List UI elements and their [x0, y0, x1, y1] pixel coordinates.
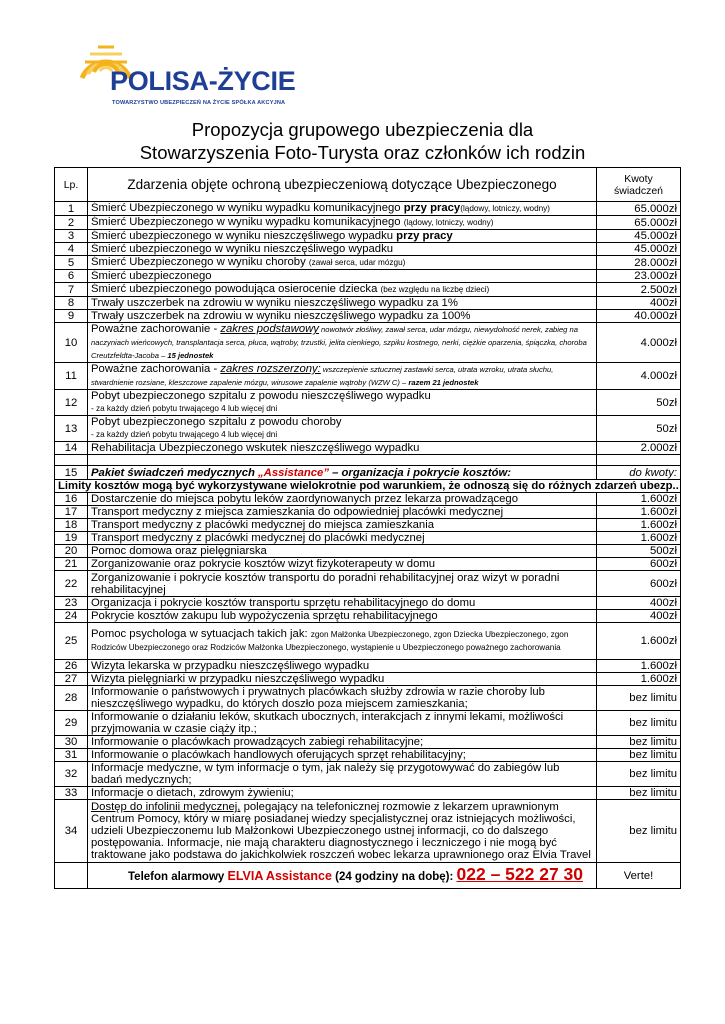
row-detail: wszczepienie sztucznej zastawki serca, utrata wzroku, utrata słuchu, stwardnienie rozsiane, kleszczowe zapalenie mózgu, wirusowe zapalenie wątroby (WZW C) –	[91, 365, 554, 387]
row-description	[88, 283, 597, 297]
row-text: Transport medyczny z placówki medycznej do placówki medycznej	[91, 532, 425, 544]
row-amount: 50zł	[597, 390, 681, 416]
row-subtext: - za każdy dzień pobytu trwającego 4 lub więcej dni	[91, 430, 278, 439]
row-number: 4	[55, 243, 88, 256]
row-text: Śmierć Ubezpieczonego w wyniku wypadku komunikacyjnego	[91, 216, 404, 228]
underlined-text: Dostęp do infolinii medycznej,	[91, 801, 241, 813]
row-description	[88, 610, 597, 623]
row-detail: (zawał serca, udar mózgu)	[308, 258, 406, 267]
company-logo	[78, 44, 318, 114]
row-text: Informowanie o działaniu leków, skutkach ubocznych, interakcjach z innymi lekami, możliwości przyjmowania w czasie ciąży itp.;	[91, 711, 564, 735]
alarm-number: 022 – 522 27 30	[456, 864, 584, 884]
row-description	[88, 623, 597, 660]
table-row	[55, 749, 681, 762]
table-row	[55, 442, 681, 455]
row-subtext: - za każdy dzień pobytu trwającego 4 lub więcej dni	[91, 404, 278, 413]
row-description	[88, 571, 597, 597]
table-row	[55, 673, 681, 686]
row-description	[88, 660, 597, 673]
assistance-row	[55, 466, 681, 480]
row-amount: 1.600zł	[597, 519, 681, 532]
row-text: Śmierć ubezpieczonego	[91, 270, 212, 282]
table-row	[55, 623, 681, 660]
row-description	[88, 545, 597, 558]
row-text: Zorganizowanie oraz pokrycie kosztów wizyt fizykoterapeuty w domu	[91, 558, 436, 570]
table-row	[55, 493, 681, 506]
row-description	[88, 270, 597, 283]
row-amount: 400zł	[597, 297, 681, 310]
row-text: Poważne zachorowanie -	[91, 323, 221, 335]
row-text: Śmierć ubezpieczonego w wyniku nieszczęśliwego wypadku	[91, 243, 394, 255]
table-row	[55, 660, 681, 673]
row-text: Poważne zachorowania -	[91, 363, 221, 375]
row-amount: 23.000zł	[597, 270, 681, 283]
row-text: Rehabilitacja Ubezpieczonego wskutek nieszczęśliwego wypadku	[91, 442, 420, 454]
row-number: 28	[55, 686, 88, 711]
row-number: 6	[55, 270, 88, 283]
table-row	[55, 506, 681, 519]
row-text: Dostarczenie do miejsca pobytu leków zaordynowanych przez lekarza prowadzącego	[91, 493, 518, 505]
table-row	[55, 202, 681, 216]
row-description	[88, 673, 597, 686]
row-text: Pokrycie kosztów zakupu lub wypożyczenia sprzętu rehabilitacyjnego	[91, 610, 438, 622]
table-row	[55, 216, 681, 230]
row-detail: (lądowy, lotniczy, wodny)	[460, 204, 551, 213]
row-description	[88, 787, 597, 800]
limits-note: Limity kosztów mogą być wykorzystywane wielokrotnie pod warunkiem, że odnoszą się do różnych zdarzeń ubezp..	[55, 480, 681, 493]
row-text: Pobyt ubezpieczonego szpitalu z powodu choroby	[91, 416, 342, 428]
row-number: 13	[55, 416, 88, 442]
row-description	[88, 216, 597, 230]
row-description	[88, 506, 597, 519]
table-row	[55, 363, 681, 390]
row-amount: 45.000zł	[597, 230, 681, 243]
row-amount: 1.600zł	[597, 660, 681, 673]
row-text: Śmierć Ubezpieczonego w wyniku wypadku komunikacyjnego	[91, 202, 404, 214]
alarm-row	[55, 863, 681, 889]
row-text: Transport medyczny z miejsca zamieszkania do odpowiedniej placówki medycznej	[91, 506, 504, 518]
row-amount: 65.000zł	[597, 202, 681, 216]
table-row	[55, 545, 681, 558]
row-text: Pobyt ubezpieczonego szpitalu z powodu nieszczęśliwego wypadku	[91, 390, 431, 402]
table-row	[55, 230, 681, 243]
row-text: Śmierć ubezpieczonego w wyniku nieszczęśliwego wypadku	[91, 230, 397, 242]
row-scope: zakres podstawowy	[220, 323, 319, 335]
row-amount: 600zł	[597, 558, 681, 571]
row-number: 19	[55, 532, 88, 545]
row-number: 15	[55, 466, 88, 480]
row-number: 34	[55, 800, 88, 863]
row-amount: 4.000zł	[597, 363, 681, 390]
row-number: 26	[55, 660, 88, 673]
table-row	[55, 736, 681, 749]
row-amount: bez limitu	[597, 787, 681, 800]
row-text: Informowanie o placówkach prowadzących zabiegi rehabilitacyjne;	[91, 736, 424, 748]
alarm-provider: ELVIA Assistance	[227, 869, 332, 883]
row-description	[88, 532, 597, 545]
row-amount: 600zł	[597, 571, 681, 597]
table-row	[55, 283, 681, 297]
row-number: 25	[55, 623, 88, 660]
header-amount: Kwoty świadczeń	[597, 168, 681, 202]
row-detail-bold: razem 21 jednostek	[408, 378, 479, 387]
row-amount: 2.500zł	[597, 283, 681, 297]
row-bold-text: przy pracy	[396, 230, 453, 242]
row-text: Śmierć Ubezpieczonego w wyniku choroby	[91, 256, 309, 268]
row-amount: 2.000zł	[597, 442, 681, 455]
row-amount: 1.600zł	[597, 506, 681, 519]
table-row	[55, 519, 681, 532]
row-amount: 1.600zł	[597, 532, 681, 545]
row-detail-bold: 15 jednostek	[167, 351, 214, 360]
row-amount: bez limitu	[597, 686, 681, 711]
table-row	[55, 787, 681, 800]
row-description	[88, 736, 597, 749]
row-amount: 1.600zł	[597, 623, 681, 660]
row-description	[88, 519, 597, 532]
row-amount: 400zł	[597, 610, 681, 623]
row-text: Wizyta lekarska w przypadku nieszczęśliwego wypadku	[91, 660, 370, 672]
row-amount: 4.000zł	[597, 323, 681, 363]
row-text: Informacje o dietach, zdrowym żywieniu;	[91, 787, 294, 799]
row-description	[88, 749, 597, 762]
spacer-row	[55, 455, 681, 466]
verte-link[interactable]: Verte!	[597, 863, 681, 889]
row-text: Informowanie o państwowych i prywatnych placówkach służby zdrowia w razie choroby lub nieszczęśliwego wypadku, do których doszło poza miejscem zamieszkania;	[91, 686, 545, 710]
table-row	[55, 297, 681, 310]
row-detail: nowotwór złośliwy, zawał serca, udar mózgu, niewydolność nerek, zabieg na naczyniach wieńcowych, transplantacja serca, płuca, wątroby, trzustki, jelita cienkiego, szpiku kostnego, nerki, ciężkie oparzenia, śpiączka, choroba Creutzfeldta-Jacoba –	[91, 325, 587, 360]
row-number: 30	[55, 736, 88, 749]
document-title	[0, 118, 725, 164]
assistance-amount: do kwoty:	[597, 466, 681, 480]
row-number: 11	[55, 363, 88, 390]
limits-note-row	[55, 480, 681, 493]
benefits-table	[54, 167, 681, 889]
row-description	[88, 256, 597, 270]
row-number: 24	[55, 610, 88, 623]
row-detail: zgon Małżonka Ubezpieczonego, zgon Dziecka Ubezpieczonego, zgon Rodziców Ubezpieczonego oraz Rodziców Małżonka Ubezpieczonego, wystąpienie u Ubezpieczonego poważnego zachorowania	[91, 630, 569, 652]
row-text: Pomoc domowa oraz pielęgniarska	[91, 545, 267, 557]
row-amount: bez limitu	[597, 736, 681, 749]
table-row	[55, 310, 681, 323]
row-text: Trwały uszczerbek na zdrowiu w wyniku nieszczęśliwego wypadku za 100%	[91, 310, 471, 322]
table-row	[55, 416, 681, 442]
row-amount: 45.000zł	[597, 243, 681, 256]
table-row	[55, 762, 681, 787]
row-number: 18	[55, 519, 88, 532]
table-row	[55, 390, 681, 416]
logo-name: POLISA-ŻYCIE	[110, 66, 296, 96]
row-text: polegający na telefonicznej rozmowie z lekarzem uprawnionym Centrum Pomocy, który w miarę posiadanej wiedzy specjalistycznej oraz istniejących możliwości, udzieli Ubezpieczonemu lub Małżonkowi Ubezpieczonego ustnej informacji, co do dalszego postępowania. Informacje, nie mają charakteru diagnostycznego i leczniczego i nie mogą być traktowane jako podstawa do jakichkolwiek roszczeń wobec lekarza uprawnionego oraz Elvia Travel	[91, 801, 591, 861]
row-number: 10	[55, 323, 88, 363]
table-row	[55, 686, 681, 711]
row-amount: 1.600zł	[597, 493, 681, 506]
assistance-name: „Assistance”	[258, 466, 329, 479]
row-scope: zakres rozszerzony:	[220, 363, 321, 375]
row-text: Śmierć ubezpieczonego powodująca osierocenie dziecka	[91, 283, 381, 295]
logo-subtitle: TOWARZYSTWO UBEZPIECZEŃ NA ŻYCIE SPÓŁKA AKCYJNA	[112, 100, 286, 106]
row-number: 17	[55, 506, 88, 519]
table-row	[55, 597, 681, 610]
row-number: 27	[55, 673, 88, 686]
row-text: Organizacja i pokrycie kosztów transportu sprzętu rehabilitacyjnego do domu	[91, 597, 476, 609]
title-line-2: Stowarzyszenia Foto-Turysta oraz członków ich rodzin	[139, 142, 586, 163]
row-text: Pomoc psychologa w sytuacjach takich jak:	[91, 628, 311, 640]
row-description	[88, 493, 597, 506]
table-row	[55, 571, 681, 597]
row-amount: 40.000zł	[597, 310, 681, 323]
row-detail: (bez względu na liczbę dzieci)	[380, 285, 490, 294]
row-description	[88, 686, 597, 711]
row-number: 31	[55, 749, 88, 762]
row-number: 33	[55, 787, 88, 800]
header-lp: Lp.	[55, 168, 88, 202]
assistance-title	[88, 466, 597, 480]
row-number: 9	[55, 310, 88, 323]
row-detail: (lądowy, lotniczy, wodny)	[403, 218, 494, 227]
row-description	[88, 323, 597, 363]
table-row	[55, 243, 681, 256]
table-row	[55, 558, 681, 571]
header-event: Zdarzenia objęte ochroną ubezpieczeniową dotyczące Ubezpieczonego	[88, 168, 597, 202]
row-amount: 500zł	[597, 545, 681, 558]
row-description	[88, 202, 597, 216]
row-amount: 1.600zł	[597, 673, 681, 686]
row-description	[88, 762, 597, 787]
row-number: 16	[55, 493, 88, 506]
table-row	[55, 532, 681, 545]
row-description	[88, 416, 597, 442]
table-header	[55, 168, 681, 202]
row-amount: 400zł	[597, 597, 681, 610]
row-number: 22	[55, 571, 88, 597]
table-row	[55, 800, 681, 863]
row-number: 8	[55, 297, 88, 310]
row-amount: bez limitu	[597, 762, 681, 787]
table-row	[55, 256, 681, 270]
row-description	[88, 297, 597, 310]
row-description	[88, 711, 597, 736]
table-row	[55, 270, 681, 283]
row-amount: bez limitu	[597, 711, 681, 736]
row-bold-text: przy pracy	[403, 202, 461, 214]
row-text: Transport medyczny z placówki medycznej do miejsca zamieszkania	[91, 519, 435, 531]
row-description	[88, 800, 597, 863]
row-description	[88, 243, 597, 256]
alarm-phone	[88, 863, 597, 889]
alarm-hours: (24 godziny na dobę):	[331, 871, 457, 883]
row-amount: 28.000zł	[597, 256, 681, 270]
row-description	[88, 363, 597, 390]
row-number: 1	[55, 202, 88, 216]
row-text: Wizyta pielęgniarki w przypadku nieszczęśliwego wypadku	[91, 673, 385, 685]
row-number: 20	[55, 545, 88, 558]
row-amount: bez limitu	[597, 800, 681, 863]
alarm-label: Telefon alarmowy	[128, 871, 228, 883]
row-amount: 50zł	[597, 416, 681, 442]
row-text: Informowanie o placówkach handlowych oferujących sprzęt rehabilitacyjny;	[91, 749, 466, 761]
table-row	[55, 323, 681, 363]
assistance-post: – organizacja i pokrycie kosztów:	[328, 466, 512, 479]
row-number: 32	[55, 762, 88, 787]
row-description	[88, 390, 597, 416]
row-description	[88, 597, 597, 610]
row-text: Zorganizowanie i pokrycie kosztów transportu do poradni rehabilitacyjnej oraz wizyt w poradni rehabilitacyjnej	[91, 571, 560, 596]
row-description	[88, 310, 597, 323]
row-number: 14	[55, 442, 88, 455]
row-number: 2	[55, 216, 88, 230]
row-description	[88, 230, 597, 243]
row-amount: bez limitu	[597, 749, 681, 762]
row-number: 12	[55, 390, 88, 416]
row-description	[88, 442, 597, 455]
row-number: 21	[55, 558, 88, 571]
row-number: 29	[55, 711, 88, 736]
assistance-pre: Pakiet świadczeń medycznych	[91, 466, 259, 479]
row-text: Trwały uszczerbek na zdrowiu w wyniku nieszczęśliwego wypadku za 1%	[91, 297, 458, 309]
row-text: Informacje medyczne, w tym informacje o tym, jak należy się przygotowywać do zabiegów lub badań medycznych;	[91, 762, 560, 786]
row-amount: 65.000zł	[597, 216, 681, 230]
row-number: 23	[55, 597, 88, 610]
title-line-1: Propozycja grupowego ubezpieczenia dla	[191, 119, 534, 140]
table-row	[55, 711, 681, 736]
row-description	[88, 558, 597, 571]
row-number: 5	[55, 256, 88, 270]
row-number: 3	[55, 230, 88, 243]
row-number: 7	[55, 283, 88, 297]
table-row	[55, 610, 681, 623]
